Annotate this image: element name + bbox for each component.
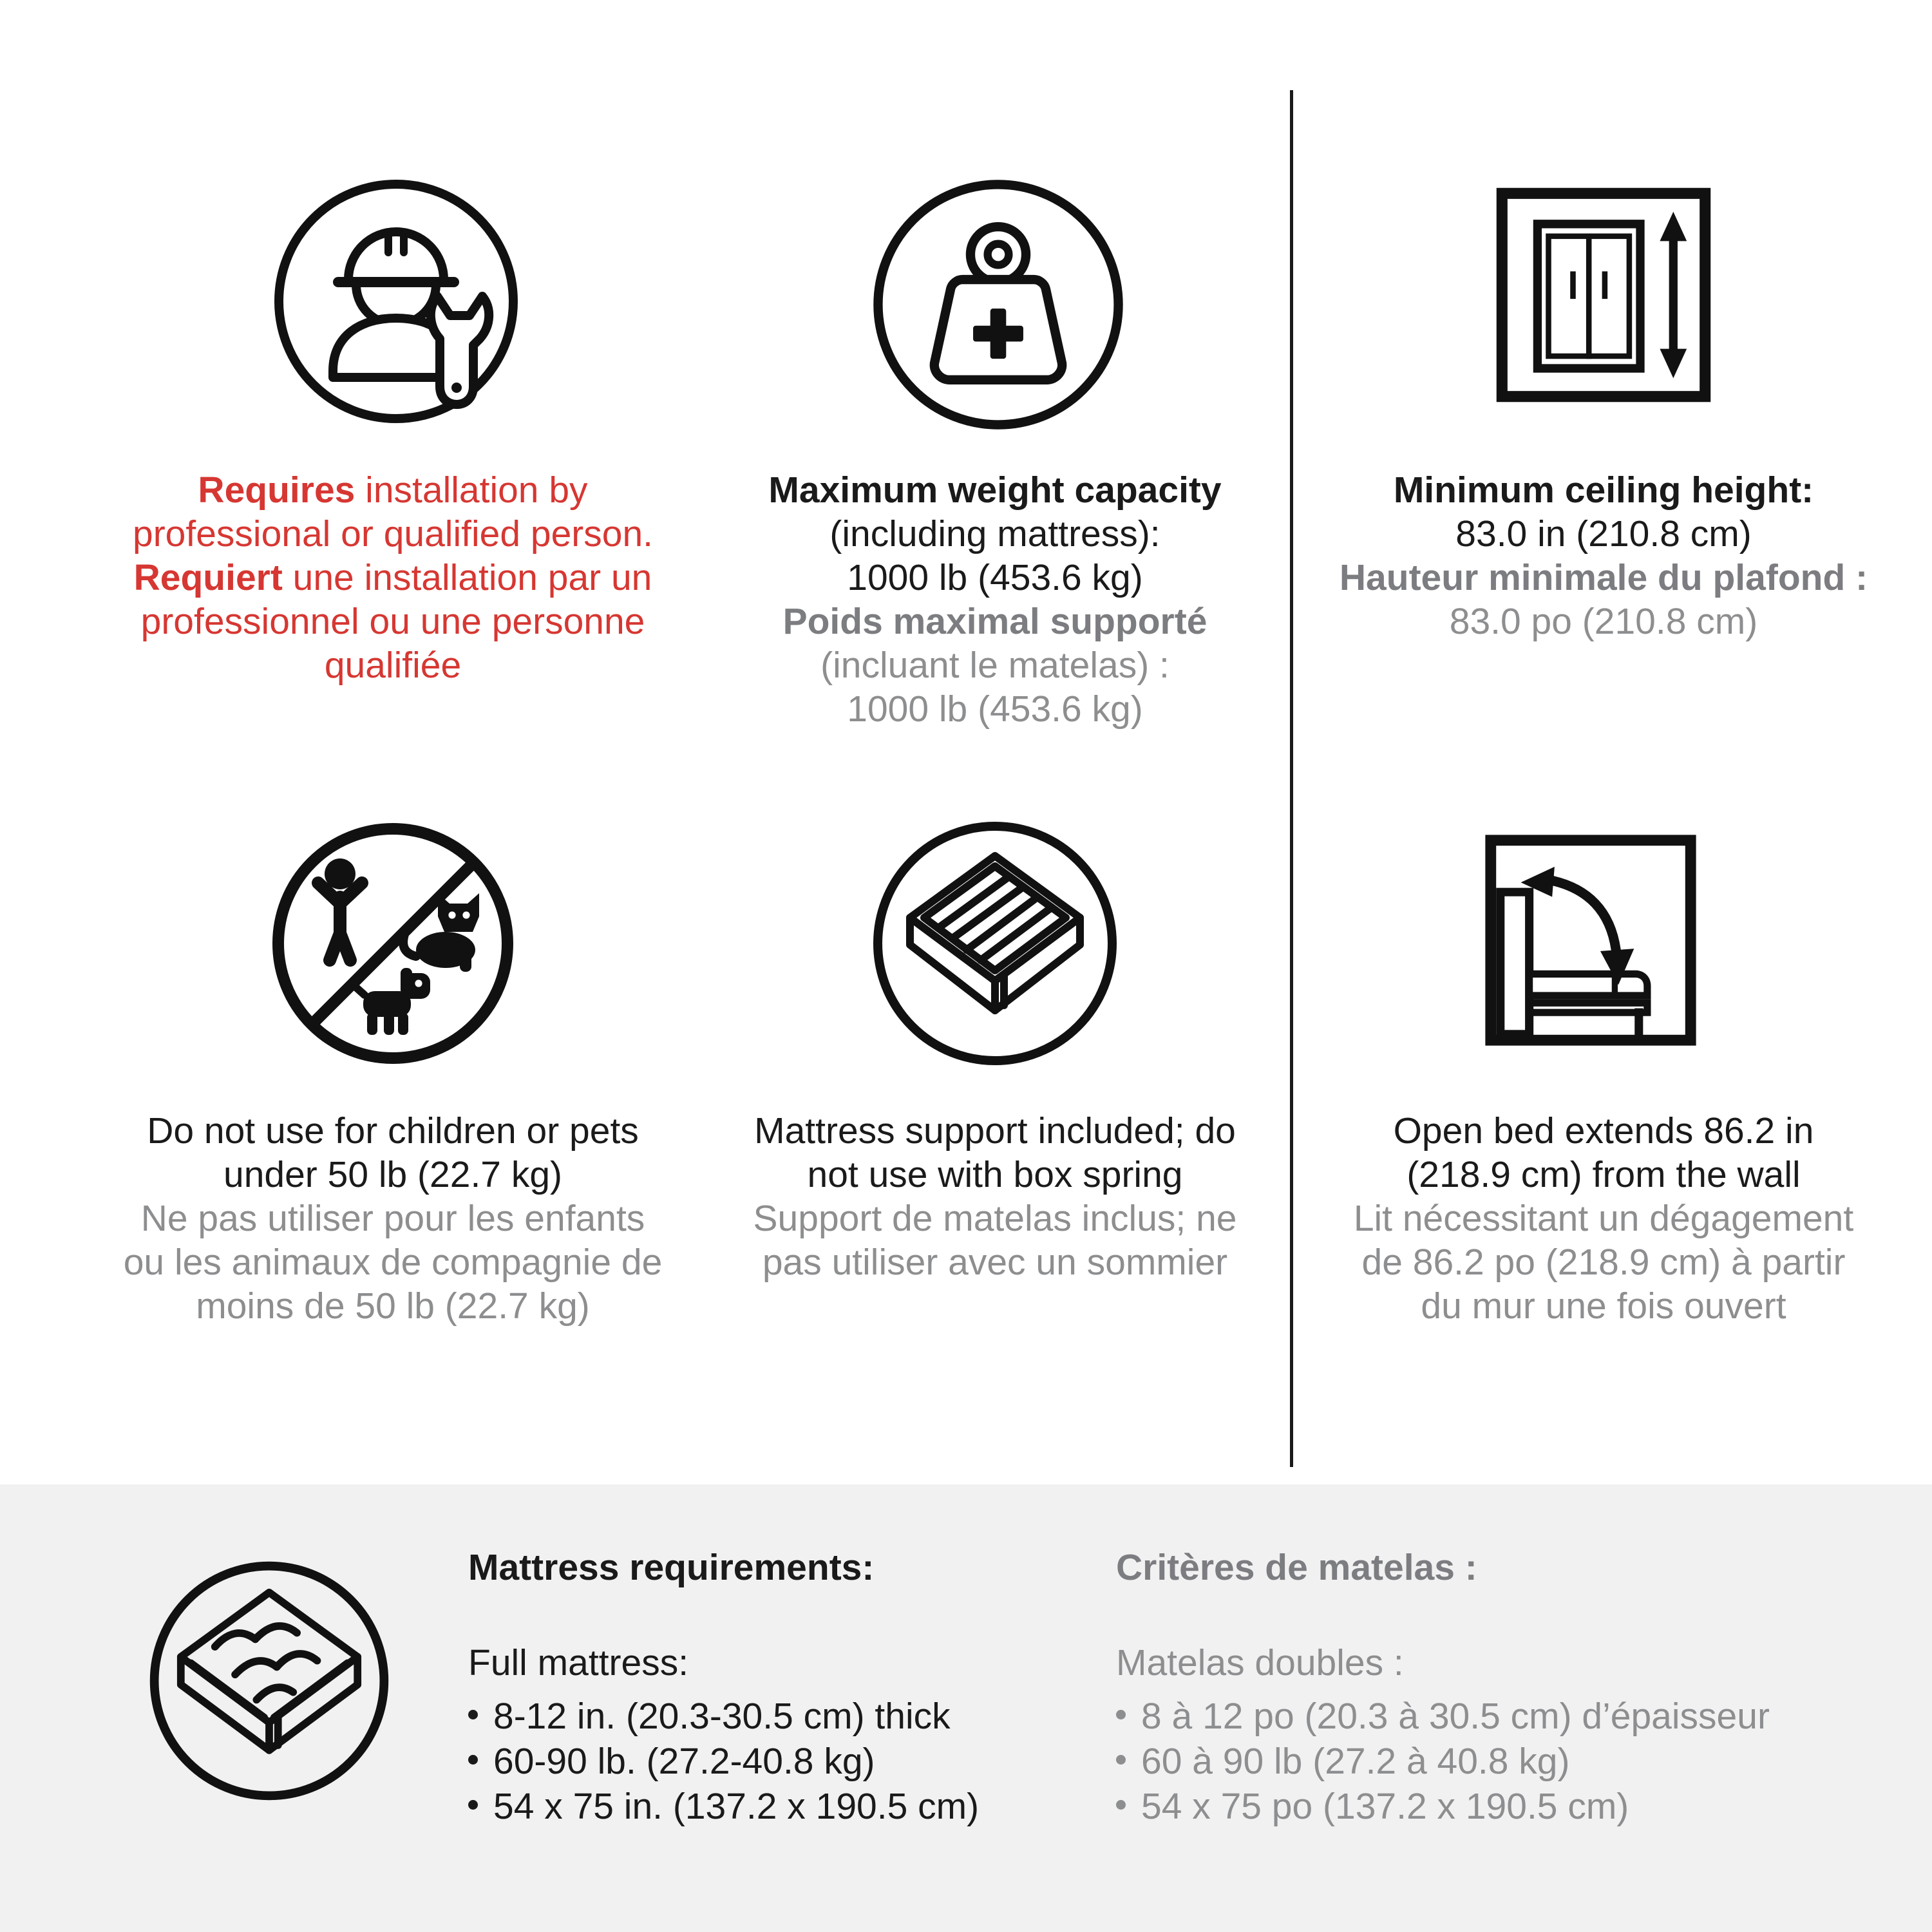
weight-plus-icon xyxy=(866,173,1130,437)
list-item: 60 à 90 lb (27.2 à 40.8 kg) xyxy=(1116,1739,1902,1784)
mattress-support-text xyxy=(708,1109,1282,1284)
list-item: 8-12 in. (20.3-30.5 cm) thick xyxy=(468,1694,1086,1739)
no-children-or-pets-icon xyxy=(264,815,522,1072)
mattress-requirements-band xyxy=(0,1484,1932,1932)
weight-capacity-value: 1000 lb (453.6 kg) xyxy=(847,557,1143,598)
weight-capacity-value-fr: 1000 lb (453.6 kg) xyxy=(847,688,1143,730)
weight-capacity-line-fr: (incluant le matelas) : xyxy=(820,645,1170,686)
mattress-requirements-en xyxy=(468,1546,1086,1829)
mattress-support-line: not use with box spring xyxy=(807,1154,1183,1195)
mattress-support-line: Mattress support included; do xyxy=(754,1110,1236,1151)
weight-capacity-title: Maximum weight capacity xyxy=(768,469,1222,511)
mattress-requirements-fr xyxy=(1116,1546,1902,1829)
install-warning-line: professional or qualified person. xyxy=(133,513,653,554)
bullet-dot xyxy=(1116,1755,1126,1765)
mattress-support-line-fr: pas utiliser avec un sommier xyxy=(762,1242,1228,1283)
mattress-requirements-subtitle-fr: Matelas doubles : xyxy=(1116,1642,1404,1683)
vertical-divider xyxy=(1290,90,1293,1467)
open-bed-line: Open bed extends 86.2 in xyxy=(1393,1110,1814,1151)
ceiling-height-arrow-icon xyxy=(1481,173,1726,417)
mattress-support-line-fr: Support de matelas inclus; ne xyxy=(753,1198,1237,1239)
open-bed-text xyxy=(1307,1109,1900,1328)
open-bed-line: (218.9 cm) from the wall xyxy=(1406,1154,1801,1195)
bullet-dot xyxy=(1116,1800,1126,1810)
children-pets-line-fr: moins de 50 lb (22.7 kg) xyxy=(196,1285,590,1327)
children-pets-line-fr: Ne pas utiliser pour les enfants xyxy=(140,1198,645,1239)
children-pets-line: Do not use for children or pets xyxy=(147,1110,639,1151)
bullet-dot xyxy=(468,1710,478,1719)
weight-capacity-title-fr: Poids maximal supporté xyxy=(782,601,1208,642)
installer-hardhat-wrench-icon xyxy=(267,173,525,430)
children-pets-line-fr: ou les animaux de compagnie de xyxy=(123,1242,663,1283)
list-item: 8 à 12 po (20.3 à 30.5 cm) d’épaisseur xyxy=(1116,1694,1902,1739)
list-item: 60-90 lb. (27.2-40.8 kg) xyxy=(468,1739,1086,1784)
bullet-dot xyxy=(468,1800,478,1810)
ceiling-height-value: 83.0 in (210.8 cm) xyxy=(1455,513,1752,554)
mattress-requirements-subtitle: Full mattress: xyxy=(468,1642,689,1683)
open-bed-line-fr: du mur une fois ouvert xyxy=(1421,1285,1786,1327)
open-bed-line-fr: de 86.2 po (218.9 cm) à partir xyxy=(1361,1242,1846,1283)
install-warning-line: Requires installation by xyxy=(198,469,588,511)
ceiling-height-text xyxy=(1307,468,1900,643)
list-item: 54 x 75 in. (137.2 x 190.5 cm) xyxy=(468,1784,1086,1829)
weight-capacity-line: (including mattress): xyxy=(829,513,1160,554)
open-bed-line-fr: Lit nécessitant un dégagement xyxy=(1353,1198,1854,1239)
weight-capacity-text xyxy=(708,468,1282,731)
install-warning-line-fr: professionnel ou une personne xyxy=(140,601,645,642)
ceiling-height-title-fr: Hauteur minimale du plafond : xyxy=(1339,557,1868,598)
children-pets-line: under 50 lb (22.7 kg) xyxy=(223,1154,562,1195)
list-item: 54 x 75 po (137.2 x 190.5 cm) xyxy=(1116,1784,1902,1829)
ceiling-height-value-fr: 83.0 po (210.8 cm) xyxy=(1449,601,1758,642)
mattress-icon xyxy=(143,1555,395,1807)
ceiling-height-title: Minimum ceiling height: xyxy=(1393,469,1814,511)
children-pets-text xyxy=(71,1109,715,1328)
mattress-requirements-title-fr: Critères de matelas : xyxy=(1116,1547,1477,1588)
bullet-dot xyxy=(468,1755,478,1765)
install-warning-line-fr: qualifiée xyxy=(324,645,462,686)
mattress-requirements-title: Mattress requirements: xyxy=(468,1547,875,1588)
wall-bed-opening-icon xyxy=(1470,820,1711,1061)
install-warning-line-fr: Requiert une installation par un xyxy=(133,557,652,598)
install-warning-text xyxy=(71,468,715,687)
mattress-slat-support-icon xyxy=(866,815,1124,1072)
bullet-dot xyxy=(1116,1710,1126,1719)
